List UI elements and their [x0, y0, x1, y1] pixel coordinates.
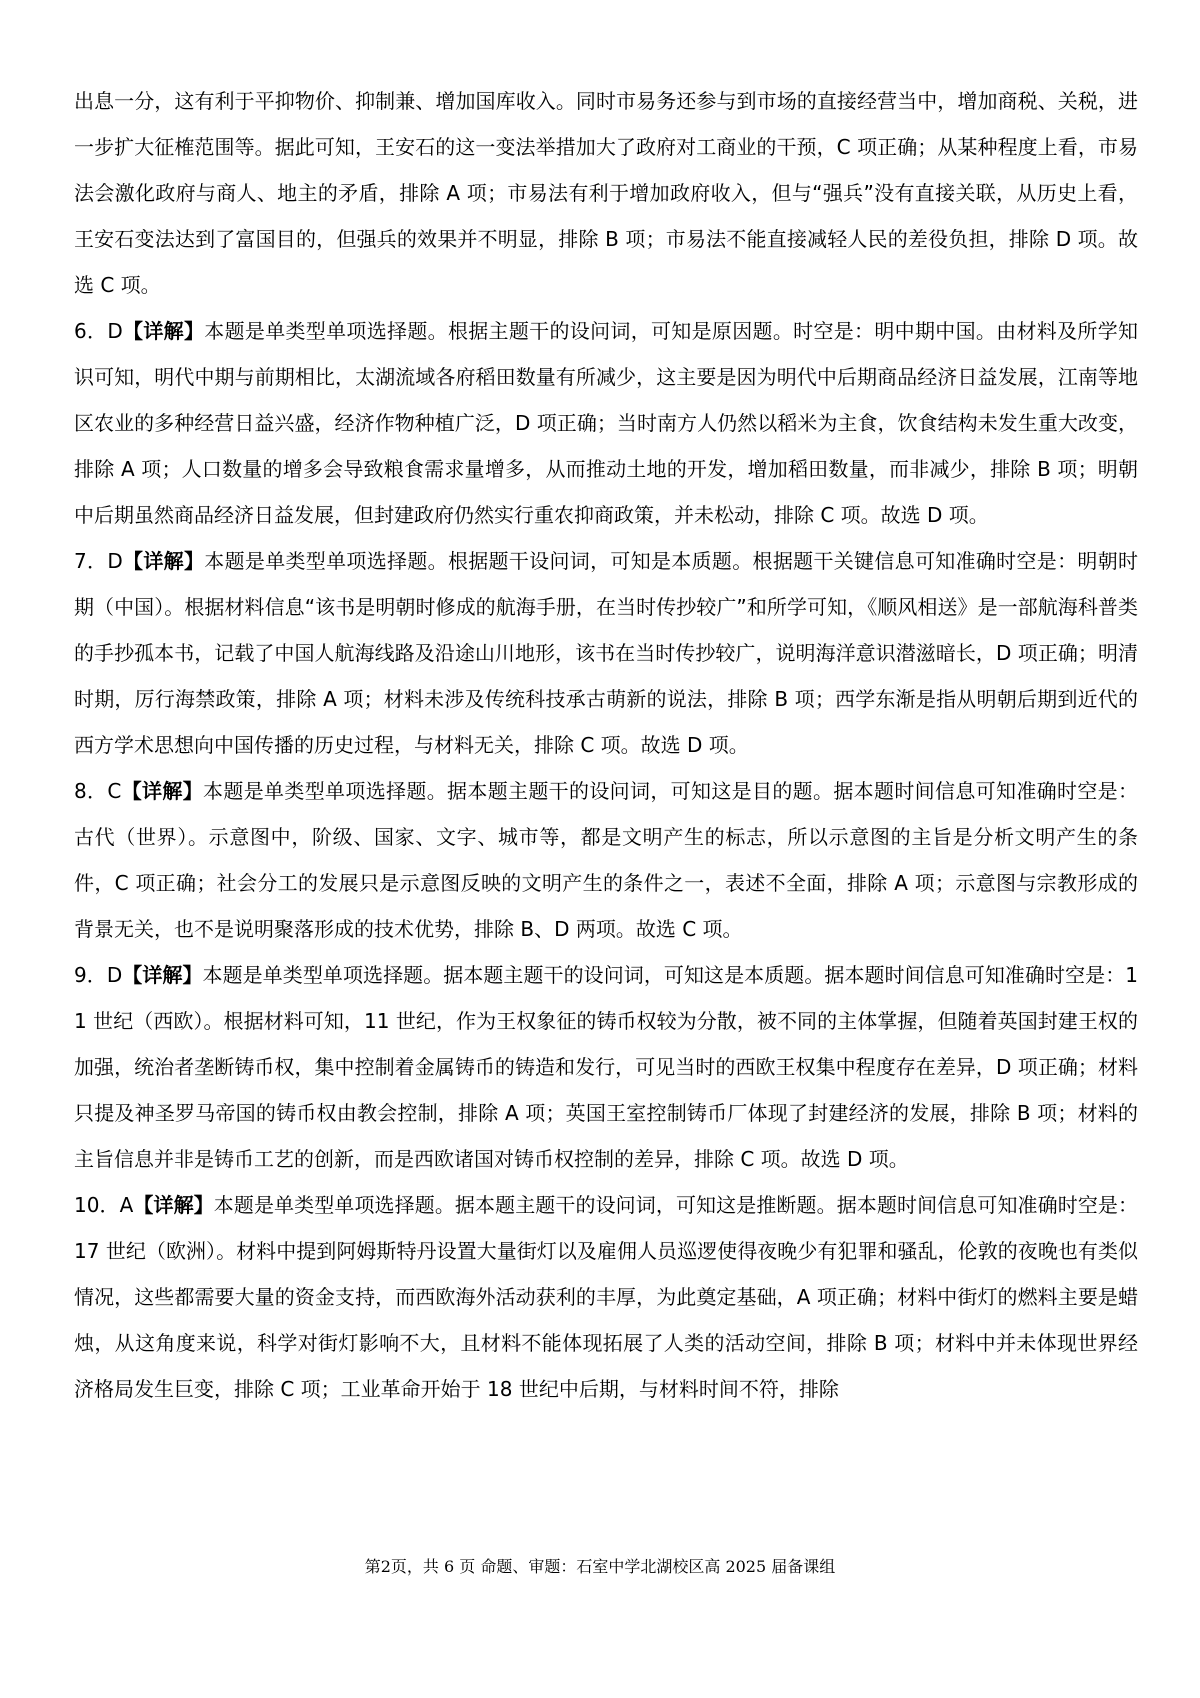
answer-explanations	[74, 78, 1138, 1412]
detail-tag: 【详解】	[121, 779, 204, 803]
detail-tag: 【详解】	[122, 549, 205, 573]
answer-number: 8．C	[74, 779, 122, 803]
answer-text: 本题是单类型单项选择题。据本题主题干的设问词，可知这是本质题。据本题时间信息可知准确时空是：11 世纪（西欧）。根据材料可知，11 世纪，作为王权象征的铸币权较为分散，被不同的主体掌握，但随着英国封建王权的加强，统治者垄断铸币权，集中控制着金属铸币的铸造和发行，可见当时的西欧王权集中程度存在差异，D 项正确；材料只提及神圣罗马帝国的铸币权由教会控制，排除 A 项；英国王室控制铸币厂体现了封建经济的发展，排除 B 项；材料的主旨信息并非是铸币工艺的创新，而是西欧诸国对铸币权控制的差异，排除 C 项。故选 D 项。	[74, 963, 1138, 1171]
answer-text: 本题是单类型单项选择题。根据题干设问词，可知是本质题。根据题干关键信息可知准确时空是：明朝时期（中国）。根据材料信息“该书是明朝时修成的航海手册，在当时传抄较广”和所学可知，《顺风相送》是一部航海科普类的手抄孤本书，记载了中国人航海线路及沿途山川地形，该书在当时传抄较广，说明海洋意识潜滋暗长，D 项正确；明清时期，厉行海禁政策，排除 A 项；材料未涉及传统科技承古萌新的说法，排除 B 项；西学东渐是指从明朝后期到近代的西方学术思想向中国传播的历史过程，与材料无关，排除 C 项。故选 D 项。	[74, 549, 1139, 757]
answer-text: 本题是单类型单项选择题。据本题主题干的设问词，可知这是目的题。据本题时间信息可知准确时空是：古代（世界）。示意图中，阶级、国家、文字、城市等，都是文明产生的标志，所以示意图的主旨是分析文明产生的条件，C 项正确；社会分工的发展只是示意图反映的文明产生的条件之一，表述不全面，排除 A 项；示意图与宗教形成的背景无关，也不是说明聚落形成的技术优势，排除 B、D 两项。故选 C 项。	[74, 779, 1138, 941]
answer-number: 9．D	[74, 963, 123, 987]
detail-tag: 【详解】	[122, 319, 205, 343]
answer-item-10	[74, 1182, 1138, 1412]
detail-tag: 【详解】	[122, 963, 203, 987]
answer-text: 本题是单类型单项选择题。据本题主题干的设问词，可知这是推断题。据本题时间信息可知准确时空是：17 世纪（欧洲）。材料中提到阿姆斯特丹设置大量街灯以及雇佣人员巡逻使得夜晚少有犯罪和骚乱，伦敦的夜晚也有类似情况，这些都需要大量的资金支持，而西欧海外活动获利的丰厚，为此奠定基础，A 项正确；材料中街灯的燃料主要是蜡烛，从这角度来说，科学对街灯影响不大，且材料不能体现拓展了人类的活动空间，排除 B 项；材料中并未体现世界经济格局发生巨变，排除 C 项；工业革命开始于 18 世纪中后期，与材料时间不符，排除	[74, 1193, 1139, 1401]
answer-number: 7．D	[74, 549, 123, 573]
answer-item-8	[74, 768, 1138, 952]
answer-item-9	[74, 952, 1138, 1182]
answer-item-7	[74, 538, 1138, 768]
detail-tag: 【详解】	[133, 1193, 214, 1217]
continuation-paragraph: 出息一分，这有利于平抑物价、抑制兼、增加国库收入。同时市易务还参与到市场的直接经营当中，增加商税、关税，进一步扩大征榷范围等。据此可知，王安石的这一变法举措加大了政府对工商业的干预，C 项正确；从某种程度上看，市易法会激化政府与商人、地主的矛盾，排除 A 项；市易法有利于增加政府收入，但与“强兵”没有直接关联，从历史上看，王安石变法达到了富国目的，但强兵的效果并不明显，排除 B 项；市易法不能直接减轻人民的差役负担，排除 D 项。故选 C 项。	[74, 89, 1138, 297]
page-footer: 第2页，共 6 页 命题、审题：石室中学北湖校区高 2025 届备课组	[364, 1557, 836, 1576]
answer-item-6	[74, 308, 1138, 538]
answer-text: 本题是单类型单项选择题。根据主题干的设问词，可知是原因题。时空是：明中期中国。由材料及所学知识可知，明代中期与前期相比，太湖流域各府稻田数量有所减少，这主要是因为明代中后期商品经济日益发展，江南等地区农业的多种经营日益兴盛，经济作物种植广泛，D 项正确；当时南方人仍然以稻米为主食，饮食结构未发生重大改变，排除 A 项；人口数量的增多会导致粮食需求量增多，从而推动土地的开发，增加稻田数量，而非减少，排除 B 项；明朝中后期虽然商品经济日益发展，但封建政府仍然实行重农抑商政策，并未松动，排除 C 项。故选 D 项。	[74, 319, 1139, 527]
answer-number: 10．A	[74, 1193, 134, 1217]
answer-number: 6．D	[74, 319, 123, 343]
